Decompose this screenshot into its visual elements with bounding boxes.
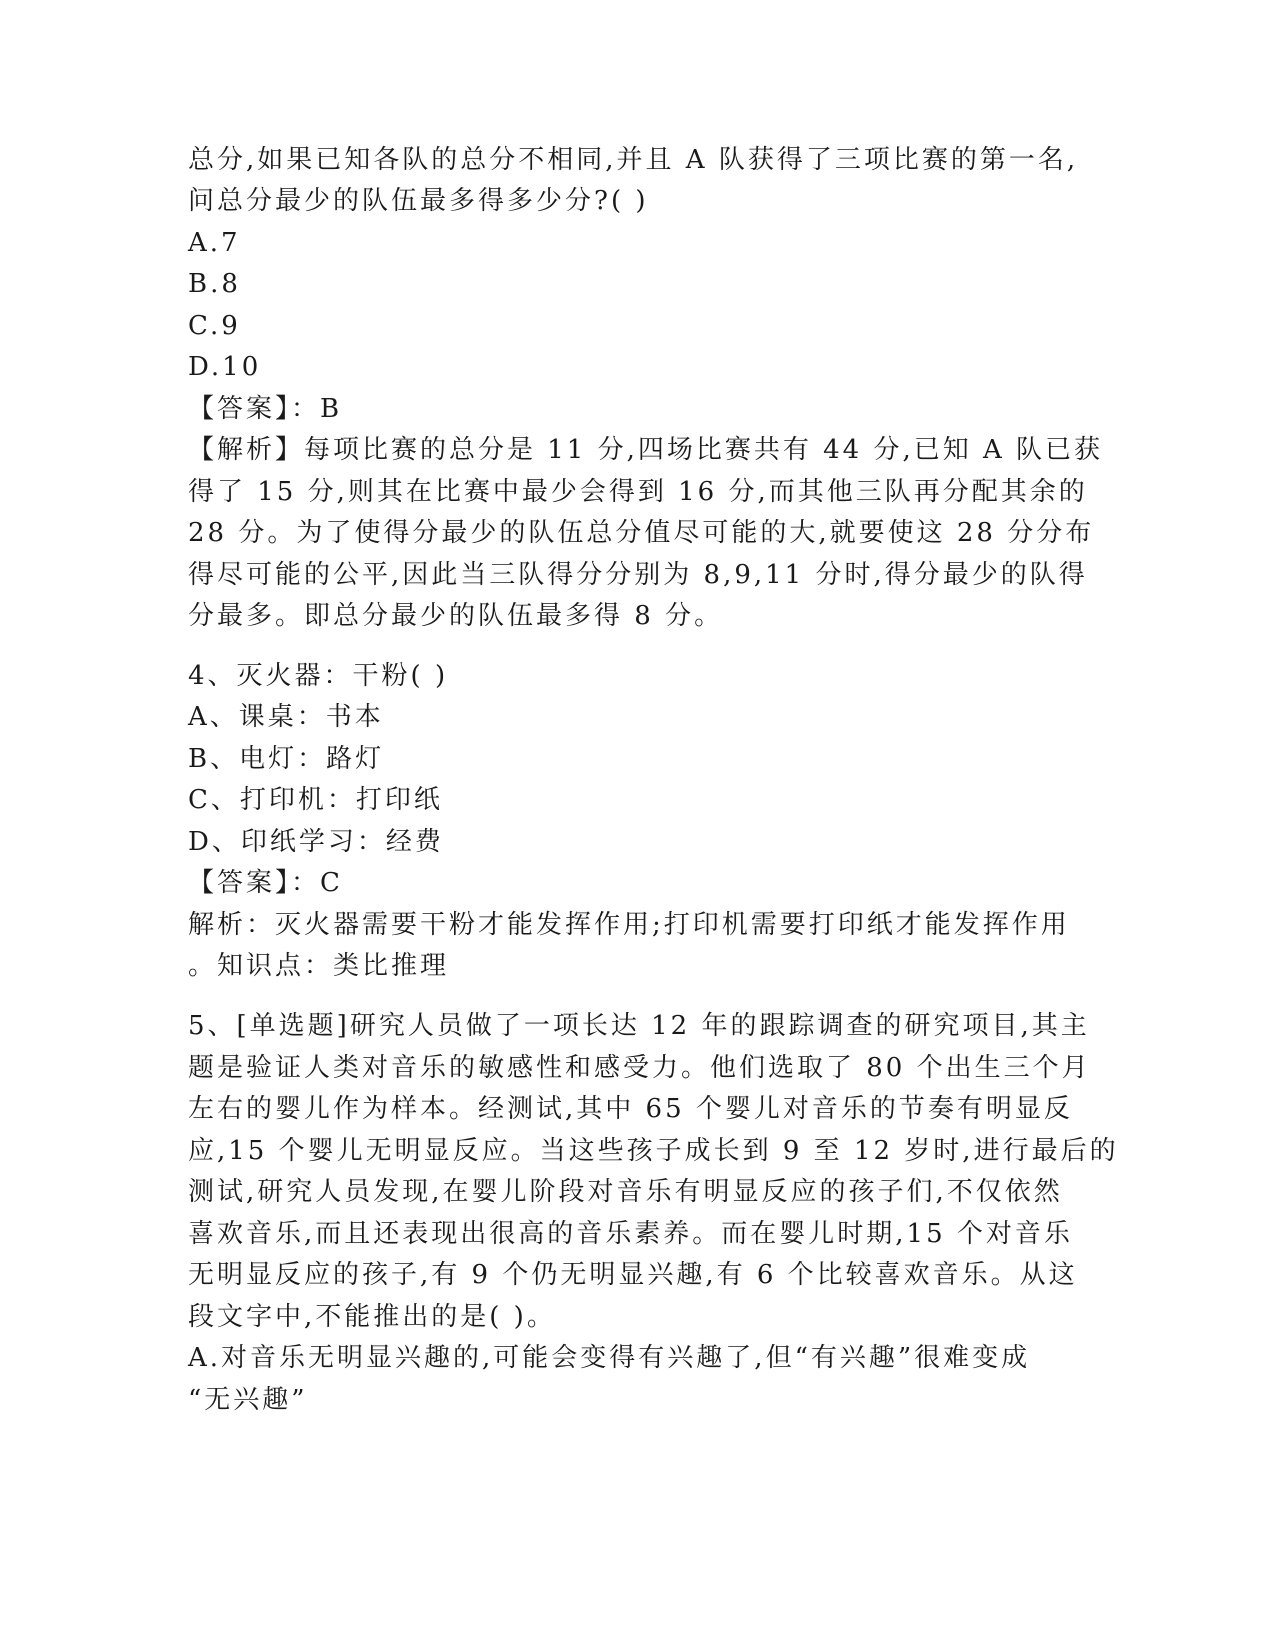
q3-option-a: A.7	[188, 228, 241, 258]
q5-stem-line: 喜欢音乐,而且还表现出很高的音乐素养。而在婴儿时期,15 个对音乐	[188, 1219, 1073, 1249]
q3-stem-line: 总分,如果已知各队的总分不相同,并且 A 队获得了三项比赛的第一名,	[188, 145, 1079, 175]
q3-answer: 【答案】：B	[188, 394, 343, 424]
q5-stem-line: 左右的婴儿作为样本。经测试,其中 65 个婴儿对音乐的节奏有明显反	[188, 1094, 1073, 1124]
q3-option-d: D.10	[188, 352, 262, 382]
q5-stem-line: 测试,研究人员发现,在婴儿阶段对音乐有明显反应的孩子们,不仅依然	[188, 1177, 1063, 1207]
q3-option-b: B.8	[188, 269, 241, 299]
q4-option-c: C、打印机：打印纸	[188, 785, 443, 815]
q3-analysis-line: 得了 15 分,则其在比赛中最少会得到 16 分,而其他三队再分配其余的	[188, 477, 1088, 507]
q5-option-a-line: “无兴趣”	[188, 1385, 308, 1415]
q4-option-b: B、电灯：路灯	[188, 744, 385, 774]
q3-analysis-line: 28 分。为了使得分最少的队伍总分值尽可能的大,就要使这 28 分分布	[188, 518, 1095, 548]
q3-stem-line: 问总分最少的队伍最多得多少分?( )	[188, 186, 649, 216]
q4-analysis-line: 。知识点：类比推理	[188, 951, 450, 981]
q4-answer: 【答案】：C	[188, 868, 343, 898]
q4-option-a: A、课桌：书本	[188, 702, 384, 732]
q5-stem-line: 应,15 个婴儿无明显反应。当这些孩子成长到 9 至 12 岁时,进行最后的	[188, 1136, 1119, 1166]
q3-analysis-line: 分最多。即总分最少的队伍最多得 8 分。	[188, 601, 724, 631]
q3-analysis-line: 得尽可能的公平,因此当三队得分分别为 8,9,11 分时,得分最少的队得	[188, 560, 1088, 590]
q3-analysis-line: 【解析】每项比赛的总分是 11 分,四场比赛共有 44 分,已知 A 队已获	[188, 435, 1104, 465]
q5-stem-line: 题是验证人类对音乐的敏感性和感受力。他们选取了 80 个出生三个月	[188, 1053, 1091, 1083]
q4-stem: 4、灭火器：干粉( )	[188, 661, 449, 691]
q5-stem-line: 段文字中,不能推出的是( )。	[188, 1302, 556, 1332]
q5-stem-line: 5、[单选题]研究人员做了一项长达 12 年的跟踪调查的研究项目,其主	[188, 1011, 1090, 1041]
q5-stem-line: 无明显反应的孩子,有 9 个仍无明显兴趣,有 6 个比较喜欢音乐。从这	[188, 1260, 1078, 1290]
q4-option-d: D、印纸学习：经费	[188, 827, 444, 857]
q3-option-c: C.9	[188, 311, 241, 341]
q5-option-a-line: A.对音乐无明显兴趣的,可能会变得有兴趣了,但“有兴趣”很难变成	[188, 1343, 1031, 1373]
q4-analysis-line: 解析：灭火器需要干粉才能发挥作用;打印机需要打印纸才能发挥作用	[188, 910, 1070, 940]
